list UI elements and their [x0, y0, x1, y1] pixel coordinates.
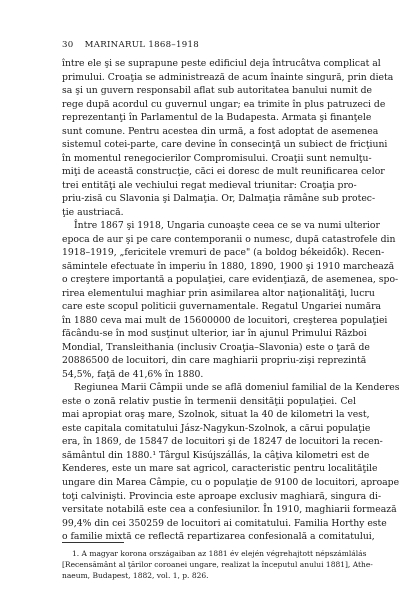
- text-line: este capitala comitatului Jász-Nagykun-Szolnok, a cărui populaţie: [62, 422, 371, 434]
- text-line: Mondial, Transleithania (inclusiv Croaţia–Slavonia) este o ţară de: [62, 341, 370, 353]
- footnote-line: 1. A magyar korona országaiban az 1881 év elején végrehajtott népszámlálás: [72, 549, 367, 558]
- running-header: [62, 40, 199, 50]
- text-line: sământul din 1880.¹ Târgul Kisújszállás, la câţiva kilometri est de: [62, 449, 370, 461]
- text-line: care este scopul politicii guvernamentale. Regatul Ungariei număra: [62, 301, 382, 313]
- paragraph-2: [62, 219, 399, 381]
- footnote-line: [Recensământ al ţărilor coroanei ungare, realizat la începutul anului 1881], Athe-: [62, 560, 373, 570]
- paragraph-3: [62, 381, 400, 543]
- text-line: era, în 1869, de 15847 de locuitori şi de 18247 de locuitori la recen-: [62, 436, 383, 448]
- text-line: o creştere importantă a populaţiei, care evidenţiază, de asemenea, spo-: [62, 274, 399, 286]
- text-line: este o zonă relativ pustie în termenii densităţii populaţiei. Cel: [62, 395, 356, 407]
- text-line: versitate notabilă este cea a confesiunilor. În 1910, maghiarii formează: [62, 504, 397, 516]
- text-line: 1918–1919, „fericitele vremuri de pace" (a boldog békeidők). Recen-: [62, 247, 385, 259]
- text-line: mai apropiat oraş mare, Szolnok, situat la 40 de kilometri la vest,: [62, 409, 370, 421]
- text-line: rirea elementului maghiar prin asimilarea altor naţionalităţi, lucru: [62, 287, 375, 299]
- text-line: făcându-se în mod susţinut ulterior, iar în ajunul Primului Război: [62, 328, 367, 340]
- text-line: trei entităţi ale vechiului regat medieval triunitar: Croaţia pro-: [62, 179, 357, 191]
- text-line: sistemul cotei-parte, care devine în consecinţă un subiect de fricţiuni: [62, 139, 388, 151]
- text-line: toţi calvinişti. Provincia este aproape exclusiv maghiară, singura di-: [62, 490, 382, 502]
- text-line: primului. Croaţia se administrează de acum înainte singură, prin dieta: [62, 71, 394, 83]
- footnote-divider: [62, 542, 124, 543]
- text-line: epoca de aur şi pe care contemporanii o numesc, după catastrofele din: [62, 233, 396, 245]
- text-line: o familie mixtă ce reflectă repartizarea confesională a comitatului,: [62, 531, 375, 543]
- text-line: 20886500 de locuitori, din care maghiarii propriu-zişi reprezintă: [62, 355, 367, 367]
- text-line: ungare din Marea Câmpie, cu o populaţie de 9100 de locuitori, aproape: [62, 476, 400, 488]
- page-number: 30: [62, 40, 74, 50]
- text-line: între ele şi se suprapune peste edificiul deja întrucâtva complicat al: [62, 58, 381, 69]
- paragraph-1: [62, 57, 394, 219]
- body-text: [62, 57, 400, 544]
- text-line: Regiunea Marii Câmpii unde se află domeniul familial de la Kenderes: [74, 382, 400, 394]
- text-line: sunt comune. Pentru acestea din urmă, a fost adoptat de asemenea: [62, 125, 379, 137]
- text-line: priu-zisă cu Slavonia şi Dalmaţia. Or, Dalmaţia rămâne sub protec-: [62, 193, 376, 205]
- text-line: în 1880 ceva mai mult de 15600000 de locuitori, creşterea populaţiei: [62, 314, 388, 326]
- text-line: în momentul renegocierilor Compromisului. Croaţii sunt nemulţu-: [62, 152, 372, 164]
- text-line: Între 1867 şi 1918, Ungaria cunoaşte ceea ce se va numi ulterior: [74, 220, 380, 232]
- footnote-line: naeum, Budapest, 1882, vol. 1, p. 826.: [62, 571, 209, 581]
- text-line: sămintele efectuate în imperiu în 1880, 1890, 1900 şi 1910 marchează: [62, 260, 395, 272]
- text-line: 99,4% din cei 350259 de locuitori ai comitatului. Familia Horthy este: [62, 517, 387, 529]
- text-line: sa şi un guvern responsabil aflat sub autoritatea banului numit de: [62, 85, 373, 97]
- footnote: [62, 548, 373, 582]
- text-line: reprezentanţi în Parlamentul de la Budapesta. Armata şi finanţele: [62, 112, 372, 124]
- text-line: 54,5%, faţă de 41,6% în 1880.: [62, 368, 204, 380]
- text-line: miţi de această construcţie, căci ei doresc de mult reunificarea celor: [62, 166, 385, 178]
- text-line: ţie austriacă.: [62, 206, 124, 218]
- text-line: rege după acordul cu guvernul ungar; ea trimite în plus patruzeci de: [62, 98, 386, 110]
- text-line: Kenderes, este un mare sat agricol, caracteristic pentru localităţile: [62, 463, 378, 475]
- running-title: MARINARUL 1868–1918: [84, 40, 200, 50]
